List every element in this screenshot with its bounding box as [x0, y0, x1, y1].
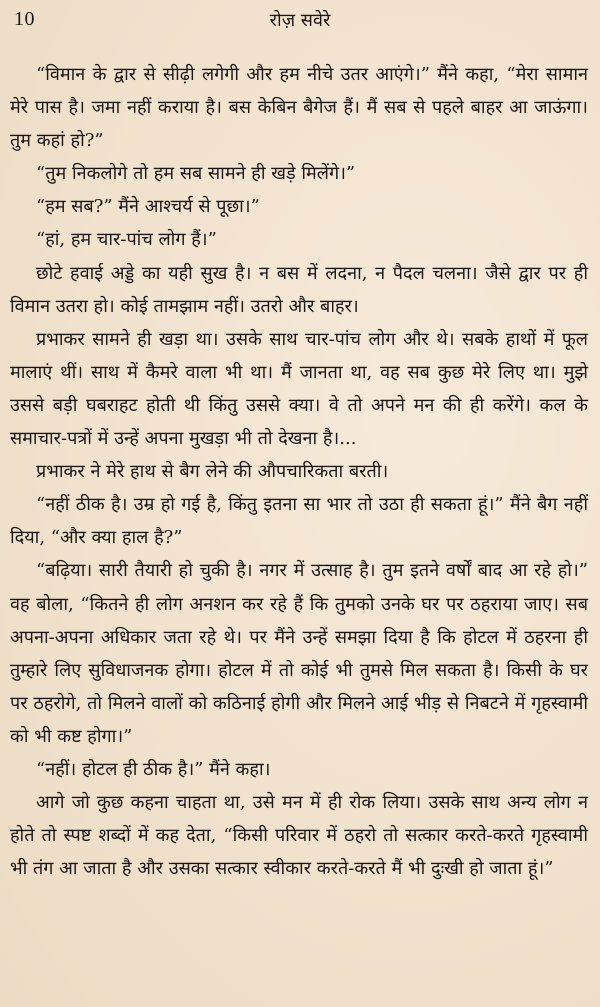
- page-number: 10: [14, 8, 35, 30]
- page-header: [0, 0, 600, 40]
- running-head-title: रोज़ सवेरे: [269, 10, 331, 31]
- paragraph: “विमान के द्वार से सीढ़ी लगेगी और हम नीचे उतर आएंगे।” मैंने कहा, “मेरा सामान मेरे पास है। जमा नहीं कराया है। बस केबिन बैगेज हैं। मैं सब से पहले बाहर आ जाऊंगा। तुम कहां हो?”: [10, 64, 588, 152]
- paragraph: “नहीं। होटल ही ठीक है।” मैंने कहा।: [36, 758, 271, 780]
- paragraph: “हम सब?” मैंने आश्चर्य से पूछा।”: [36, 196, 260, 218]
- paragraph: प्रभाकर सामने ही खड़ा था। उसके साथ चार-पांच लोग और थे। सबके हाथों में फूल मालाएं थीं। साथ में कैमरे वाला भी था। मैं जानता था, वह सब कुछ मेरे लिए था। मुझे उससे बड़ी घबराहट होती थी किंतु उससे क्या। वे तो अपने मन की ही करेंगे। कल के समाचार-पत्रों में उन्हें अपना मुखड़ा भी तो देखना है।...: [10, 328, 588, 450]
- paragraph: “नहीं ठीक है। उम्र हो गई है, किंतु इतना सा भार तो उठा ही सकता हूं।” मैंने बैग नहीं दिया, “और क्या हाल है?”: [10, 494, 588, 549]
- paragraph: “हां, हम चार-पांच लोग हैं।”: [36, 229, 217, 251]
- paragraph: आगे जो कुछ कहना चाहता था, उसे मन में ही रोक लिया। उसके साथ अन्य लोग न होते तो स्पष्ट शब्दों में कह देता, “किसी परिवार में ठहरो तो सत्कार करते-करते गृहस्वामी भी तंग आ जाता है और उसका सत्कार स्वीकार करते-करते मैं भी दुःखी हो जाता हूं।”: [10, 792, 588, 880]
- paragraph: “तुम निकलोगे तो हम सब सामने ही खड़े मिलेंगे।”: [36, 163, 356, 185]
- body-text: [10, 58, 588, 885]
- paragraph: प्रभाकर ने मेरे हाथ से बैग लेने की औपचारिकता बरती।: [36, 461, 389, 483]
- paragraph: छोटे हवाई अड्डे का यही सुख है। न बस में लदना, न पैदल चलना। जैसे द्वार पर ही विमान उतरा हो। कोई तामझाम नहीं। उतरो और बाहर।: [10, 262, 588, 317]
- paragraph: “बढ़िया। सारी तैयारी हो चुकी है। नगर में उत्साह है। तुम इतने वर्षों बाद आ रहे हो।” वह बोला, “कितने ही लोग अनशन कर रहे हैं कि तुमको उनके घर पर ठहराया जाए। सब अपना-अपना अधिकार जता रहे थे। पर मैंने उन्हें समझा दिया है कि होटल में ठहरना ही तुम्हारे लिए सुविधाजनक होगा। होटल में तो कोई भी तुमसे मिल सकता है। किसी के घर पर ठहरोगे, तो मिलने वालों को कठिनाई होगी और मिलने आई भीड़ से निबटने में गृहस्वामी को भी कष्ट होगा।”: [10, 560, 588, 747]
